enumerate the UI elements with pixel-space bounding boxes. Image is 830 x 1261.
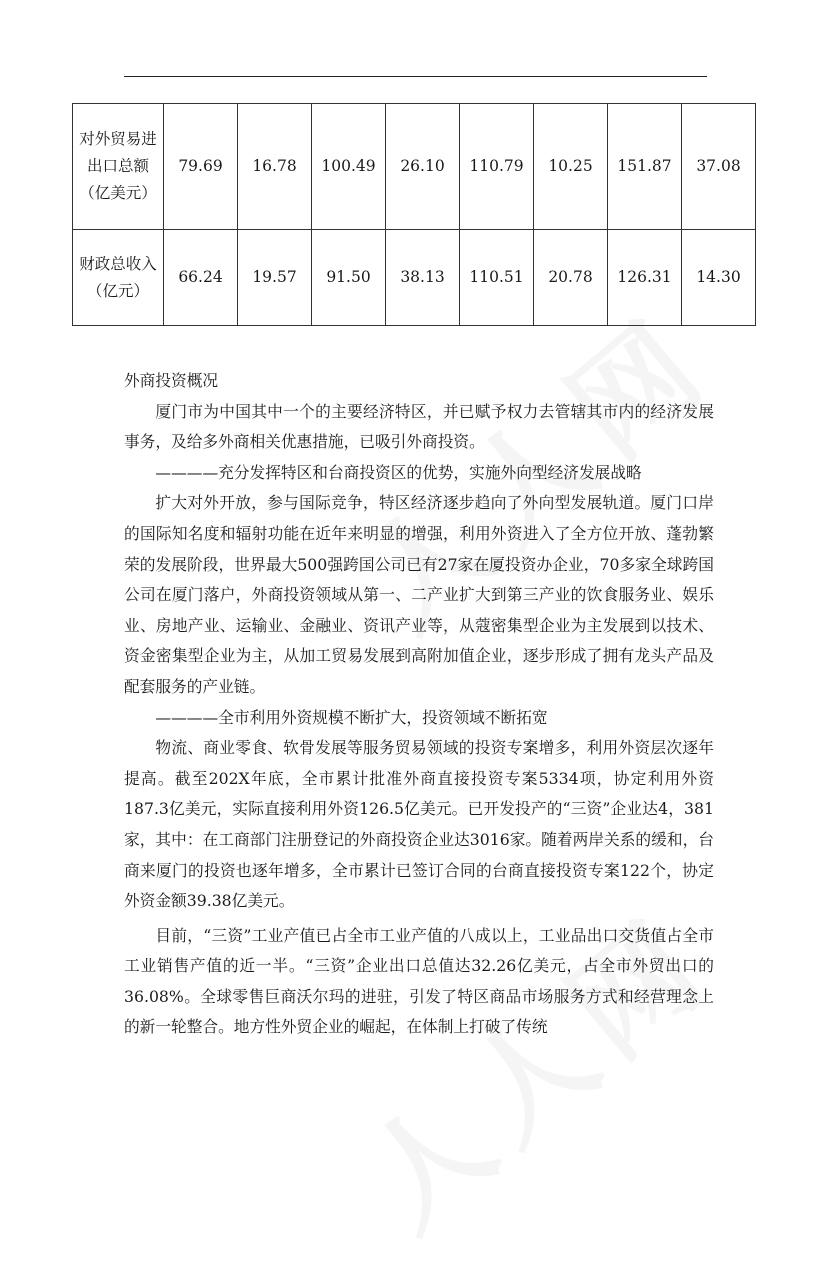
table-cell: 20.78 — [534, 230, 608, 326]
table-cell: 110.51 — [460, 230, 534, 326]
table-cell: 37.08 — [682, 104, 756, 230]
table-cell: 10.25 — [534, 104, 608, 230]
header-rule — [124, 76, 707, 77]
table-cell: 79.69 — [164, 104, 238, 230]
table-cell: 38.13 — [386, 230, 460, 326]
table-cell: 151.87 — [608, 104, 682, 230]
subheading: ————充分发挥特区和台商投资区的优势，实施外向型经济发展战略 — [155, 462, 642, 482]
intro-paragraph: 厦门市为中国其中一个的主要经济特区，并已赋予权力去管辖其市内的经济发展事务，及给多外商相关优惠措施，已吸引外商投资。 — [124, 401, 714, 452]
paragraph: 目前，“三资”工业产值已占全市工业产值的八成以上，工业品出口交货值占全市工业销售产值的近一半。“三资”企业出口总值达32.26亿美元，占全市外贸出口的36.08%。全球零售巨商沃尔玛的进驻，引发了特区商品市场服务方式和经营理念上的新一轮整合。地方性外贸企业的崛起，在体制上打破了传统 — [124, 925, 714, 1037]
table-cell: 66.24 — [164, 230, 238, 326]
article-body — [124, 366, 714, 1043]
table-row — [73, 104, 756, 230]
row-label: 对外贸易进出口总额（亿美元） — [73, 104, 164, 230]
table-cell: 16.78 — [238, 104, 312, 230]
data-table — [72, 103, 756, 326]
table-cell: 26.10 — [386, 104, 460, 230]
paragraph: 扩大对外开放，参与国际竞争，特区经济逐步趋向了外向型发展轨道。厦门口岸的国际知名度和辐射功能在近年来明显的增强，利用外资进入了全方位开放、蓬勃繁荣的发展阶段，世界最大500强跨国公司已有27家在厦投资办企业，70多家全球跨国公司在厦门落户，外商投资领域从第一、二产业扩大到第三产业的饮食服务业、娱乐业、房地产业、运输业、金融业、资讯产业等，从蔻密集型企业为主发展到以技术、资金密集型企业为主，从加工贸易发展到高附加值企业，逐步形成了拥有龙头产品及配套服务的产业链。 — [124, 493, 714, 696]
table-cell: 19.57 — [238, 230, 312, 326]
table-row — [73, 230, 756, 326]
table-cell: 91.50 — [312, 230, 386, 326]
table-cell: 14.30 — [682, 230, 756, 326]
subheading: ————全市利用外资规模不断扩大，投资领域不断拓宽 — [155, 707, 548, 727]
section-title: 外商投资概况 — [124, 371, 219, 390]
paragraph: 物流、商业零食、软骨发展等服务贸易领域的投资专案增多，利用外资层次逐年提高。截至202X年底，全市累计批准外商直接投资专案5334项，协定利用外资187.3亿美元，实际直接利用外资126.5亿美元。已开发投产的“三资”企业达4，381家，其中：在工商部门注册登记的外商投资企业达3016家。随着两岸关系的缓和，台商来厦门的投资也逐年增多，全市累计已签订合同的台商直接投资专案122个，协定外资金额39.38亿美元。 — [124, 738, 714, 911]
table-cell: 100.49 — [312, 104, 386, 230]
table-cell: 126.31 — [608, 230, 682, 326]
table-cell: 110.79 — [460, 104, 534, 230]
row-label: 财政总收入（亿元） — [73, 230, 164, 326]
